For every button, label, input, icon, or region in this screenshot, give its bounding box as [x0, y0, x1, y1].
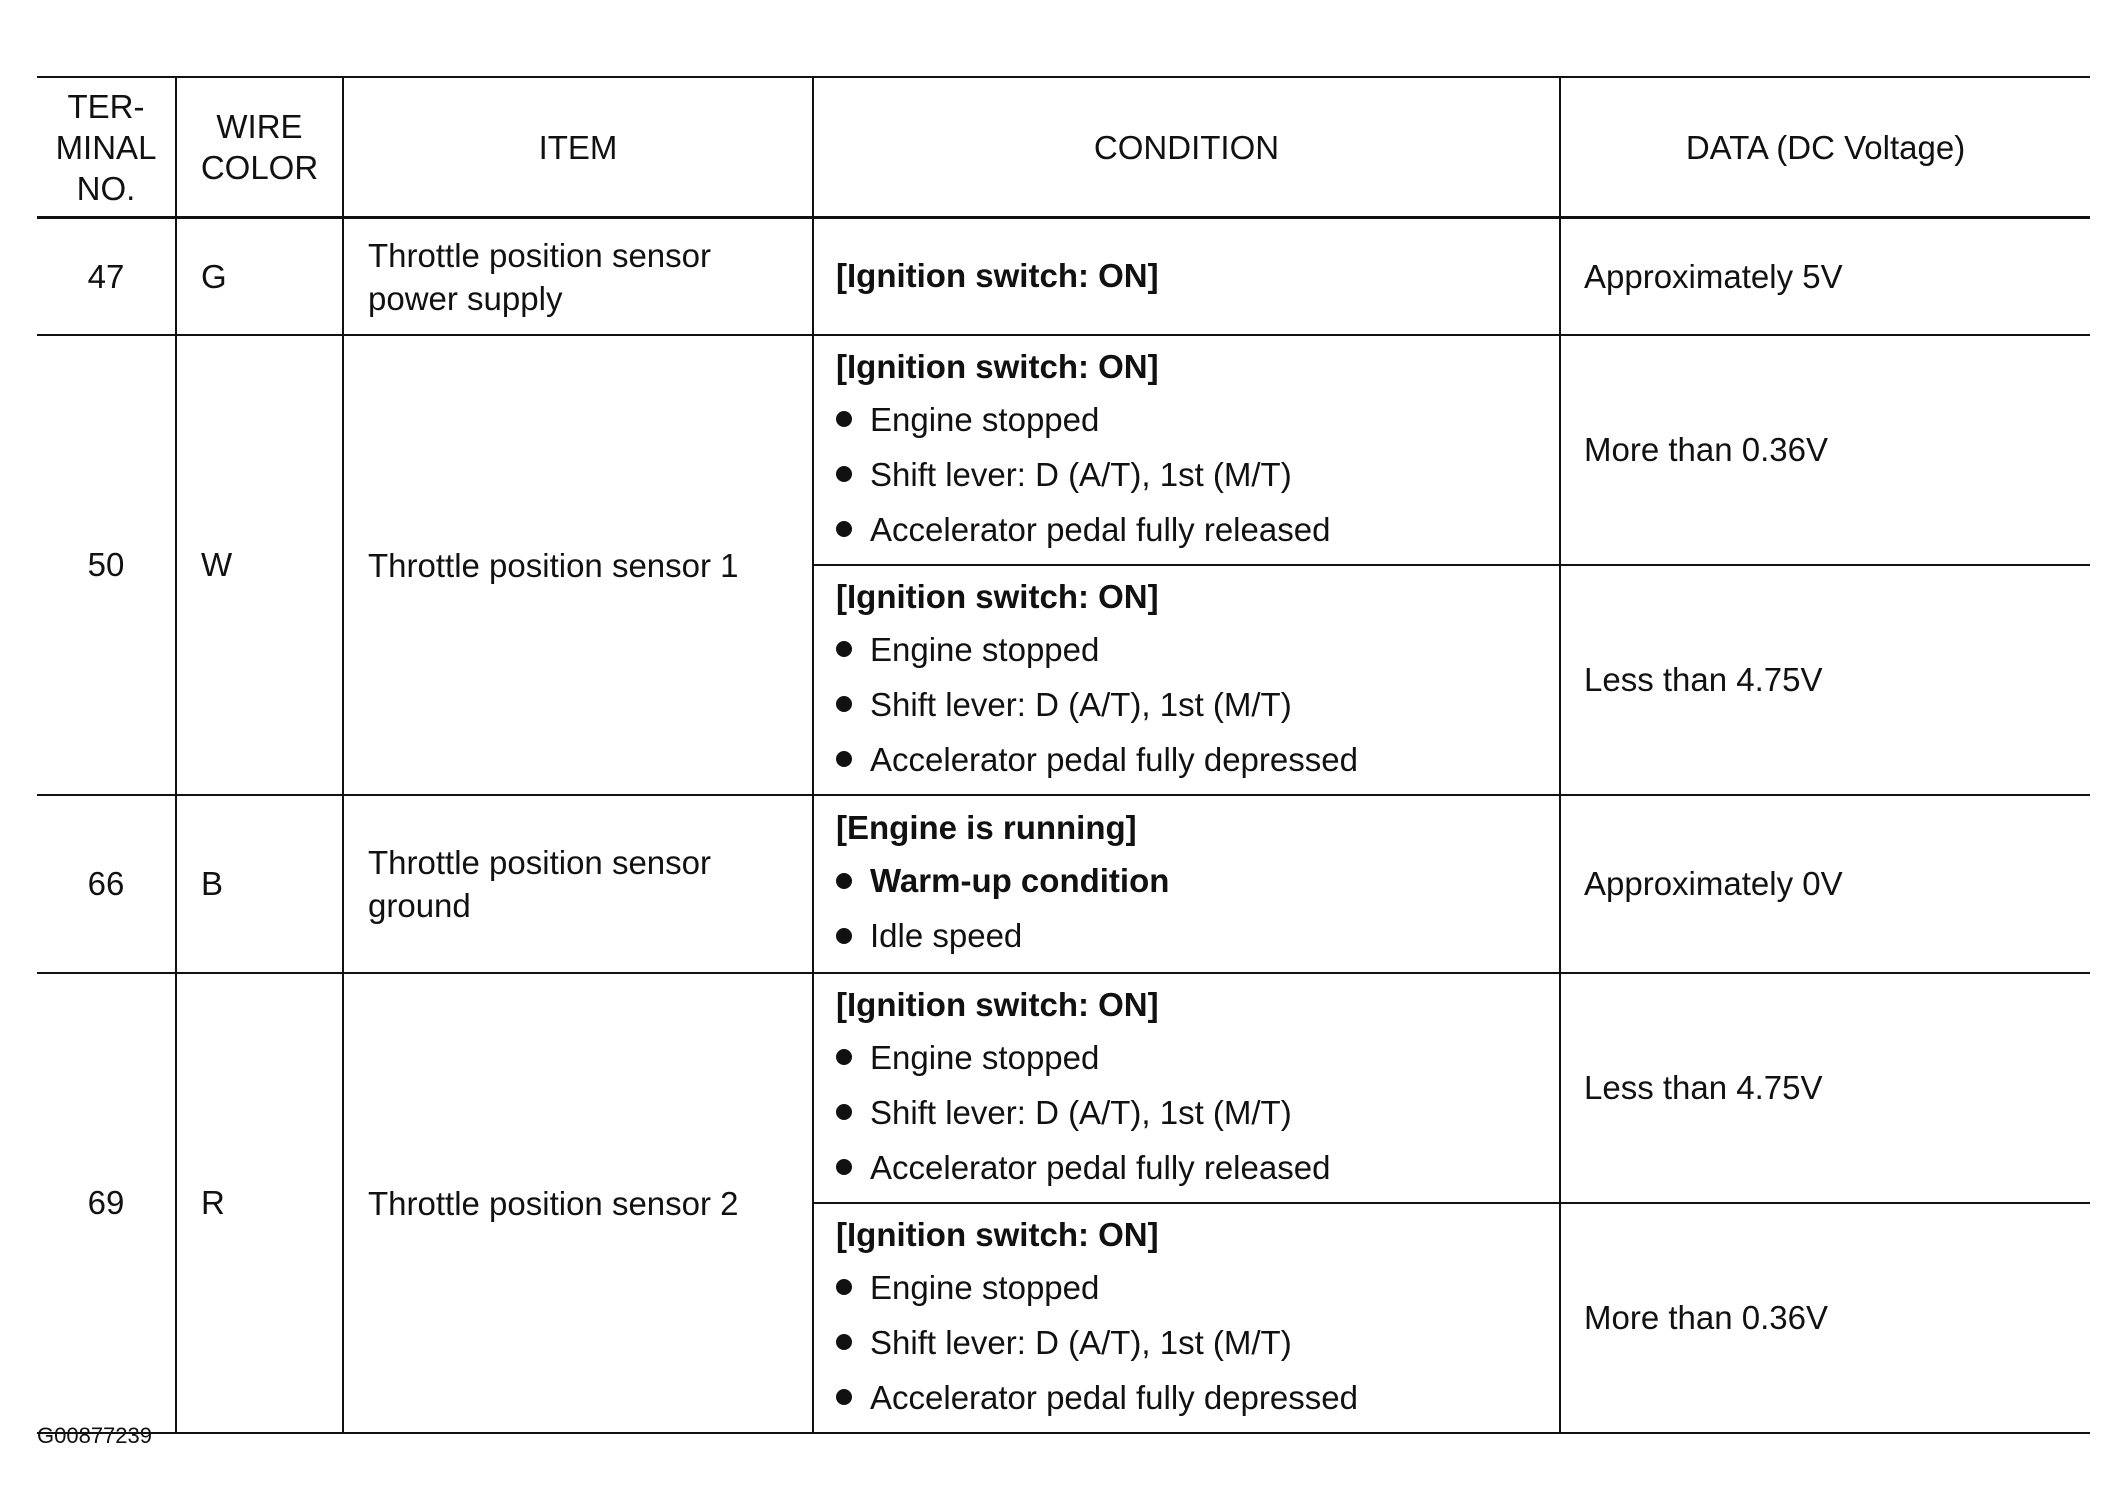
terminal-no-cell: 66: [37, 795, 176, 973]
header-terminal-no: [37, 77, 176, 218]
bullet-icon: [836, 1279, 852, 1295]
table-row-terminal-47: [37, 218, 2090, 336]
header-terminal-no-label: TER- MINAL NO.: [55, 87, 157, 207]
header-item-label: ITEM: [538, 128, 618, 166]
item-cell: [343, 795, 813, 973]
condition-bullet: [836, 677, 1541, 732]
bullet-icon: [836, 1159, 852, 1175]
item-label: Throttle position sensor ground: [368, 844, 712, 924]
condition-bullet: [836, 732, 1541, 787]
terminal-data-table-sheet: [37, 76, 2090, 1434]
bullet-icon: [836, 1334, 852, 1350]
wire-color-cell: G: [176, 218, 343, 336]
table-row-terminal-50: [37, 335, 2090, 565]
condition-cell: [813, 565, 1560, 795]
condition-text: Shift lever: D (A/T), 1st (M/T): [870, 1323, 1292, 1361]
condition-text: Idle speed: [870, 917, 1023, 954]
bullet-icon: [836, 1104, 852, 1120]
terminal-no-cell: 69: [37, 973, 176, 1433]
table-row-terminal-66: [37, 795, 2090, 973]
table-row-terminal-69: [37, 973, 2090, 1203]
wire-color-cell: B: [176, 795, 343, 973]
condition-text: Shift lever: D (A/T), 1st (M/T): [870, 455, 1292, 493]
item-cell: [343, 335, 813, 795]
bullet-icon: [836, 1049, 852, 1065]
condition-heading: [Ignition switch: ON]: [836, 347, 1159, 385]
condition-bullet: [836, 908, 1541, 963]
condition-cell: [813, 795, 1560, 973]
condition-text: Shift lever: D (A/T), 1st (M/T): [870, 1093, 1292, 1131]
bullet-icon: [836, 411, 852, 427]
bullet-icon: [836, 696, 852, 712]
condition-cell: [813, 218, 1560, 336]
data-cell: Less than 4.75V: [1560, 973, 2090, 1203]
terminal-no-cell: 50: [37, 335, 176, 795]
header-item: [343, 77, 813, 218]
condition-bullet: [836, 392, 1541, 447]
condition-heading: [Ignition switch: ON]: [836, 985, 1159, 1023]
condition-bullet: [836, 502, 1541, 557]
condition-cell: [813, 973, 1560, 1203]
condition-heading: [Ignition switch: ON]: [836, 577, 1159, 615]
condition-text: Accelerator pedal fully released: [870, 510, 1331, 548]
condition-bullet: [836, 1085, 1541, 1140]
condition-text: Engine stopped: [870, 400, 1100, 438]
condition-text: Accelerator pedal fully depressed: [870, 740, 1358, 778]
item-label: Throttle position sensor power supply: [368, 236, 712, 317]
condition-bullet: [836, 1030, 1541, 1085]
condition-text: Accelerator pedal fully released: [870, 1148, 1331, 1186]
condition-bullet: [836, 447, 1541, 502]
condition-text: Shift lever: D (A/T), 1st (M/T): [870, 685, 1292, 723]
condition-cell: [813, 1203, 1560, 1433]
header-row: [37, 77, 2090, 218]
condition-bullet: [836, 622, 1541, 677]
condition-bullet: [836, 1140, 1541, 1195]
bullet-icon: [836, 751, 852, 767]
bullet-icon: [836, 466, 852, 482]
header-wire-color-label: WIRE COLOR: [200, 108, 319, 186]
header-data-label: DATA (DC Voltage): [1685, 128, 1966, 166]
item-label: Throttle position sensor 2: [368, 1184, 739, 1222]
condition-text: Warm-up condition: [870, 862, 1170, 899]
condition-text: Engine stopped: [870, 630, 1100, 668]
bullet-icon: [836, 641, 852, 657]
item-cell: [343, 218, 813, 336]
item-cell: [343, 973, 813, 1433]
data-cell: Approximately 5V: [1560, 218, 2090, 336]
header-condition-label: CONDITION: [1093, 128, 1280, 166]
bullet-icon: [836, 1389, 852, 1405]
condition-cell: [813, 335, 1560, 565]
data-cell: More than 0.36V: [1560, 335, 2090, 565]
data-cell: More than 0.36V: [1560, 1203, 2090, 1433]
header-wire-color: [176, 77, 343, 218]
condition-heading: [Ignition switch: ON]: [836, 1215, 1159, 1253]
wire-color-cell: R: [176, 973, 343, 1433]
condition-bullet: [836, 1315, 1541, 1370]
header-data: [1560, 77, 2090, 218]
condition-heading: [Ignition switch: ON]: [836, 256, 1159, 294]
condition-text: Engine stopped: [870, 1268, 1100, 1306]
condition-bullet: [836, 1260, 1541, 1315]
item-label: Throttle position sensor 1: [368, 546, 739, 584]
figure-id: G00877239: [37, 1423, 152, 1448]
condition-heading: [Engine is running]: [836, 809, 1137, 846]
terminal-data-table: [37, 76, 2090, 1434]
condition-bullet: [836, 853, 1541, 908]
condition-bullet: [836, 1370, 1541, 1425]
bullet-icon: [836, 873, 852, 889]
wire-color-cell: W: [176, 335, 343, 795]
data-cell: Less than 4.75V: [1560, 565, 2090, 795]
terminal-no-cell: 47: [37, 218, 176, 336]
data-cell: Approximately 0V: [1560, 795, 2090, 973]
bullet-icon: [836, 928, 852, 944]
header-condition: [813, 77, 1560, 218]
condition-text: Engine stopped: [870, 1038, 1100, 1076]
condition-text: Accelerator pedal fully depressed: [870, 1378, 1358, 1416]
bullet-icon: [836, 521, 852, 537]
